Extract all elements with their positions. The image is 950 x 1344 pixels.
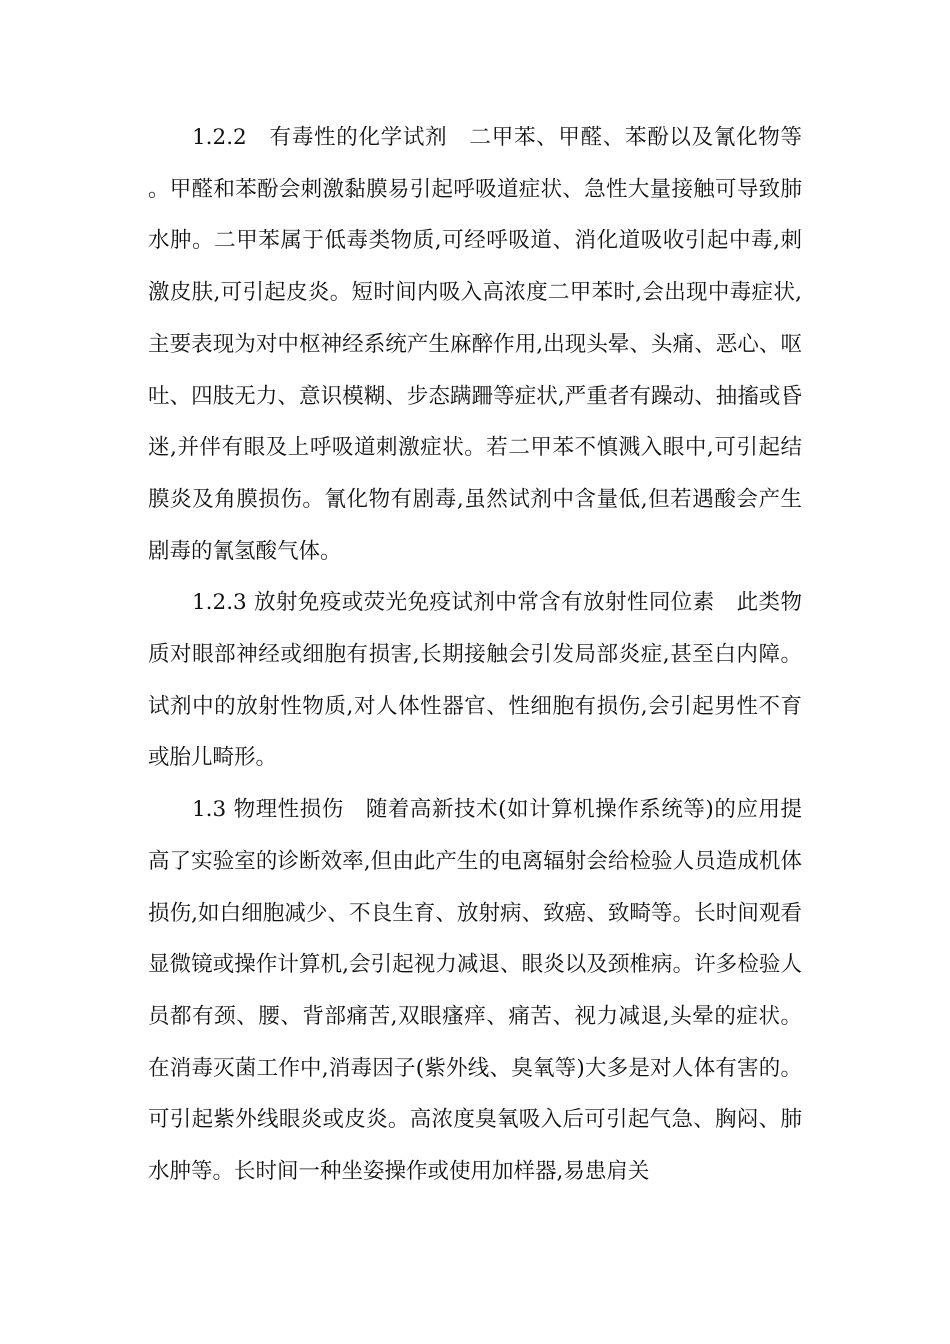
paragraph-radioactive-isotopes: 1.2.3 放射免疫或荧光免疫试剂中常含有放射性同位素 此类物质对眼部神经或细胞有损害,长期接触会引发局部炎症,甚至白内障。试剂中的放射性物质,对人体性器官、性细胞有损伤,会引起男性不育或胎儿畸形。 [148, 590, 802, 771]
document-body [148, 112, 802, 1198]
paragraph-physical-injury: 1.3 物理性损伤 随着高新技术(如计算机操作系统等)的应用提高了实验室的诊断效率,但由此产生的电离辐射会给检验人员造成机体损伤,如白细胞减少、不良生育、放射病、致癌、致畸等。长时间观看显微镜或操作计算机,会引起视力减退、眼炎以及颈椎病。许多检验人员都有颈、腰、背部痛苦,双眼瘙痒、痛苦、视力减退,头晕的症状。在消毒灭菌工作中,消毒因子(紫外线、臭氧等)大多是对人体有害的。可引起紫外线眼炎或皮炎。高浓度臭氧吸入后可引起气急、胸闷、肺水肿等。长时间一种坐姿操作或使用加样器,易患肩关 [148, 797, 802, 1185]
paragraph-toxic-chemical-reagents: 1.2.2 有毒性的化学试剂 二甲苯、甲醛、苯酚以及氰化物等。甲醛和苯酚会刺激黏膜易引起呼吸道症状、急性大量接触可导致肺水肿。二甲苯属于低毒类物质,可经呼吸道、消化道吸收引起中毒,刺激皮肤,可引起皮炎。短时间内吸入高浓度二甲苯时,会出现中毒症状,主要表现为对中枢神经系统产生麻醉作用,出现头晕、头痛、恶心、呕吐、四肢无力、意识模糊、步态蹒跚等症状,严重者有躁动、抽搐或昏迷,并伴有眼及上呼吸道刺激症状。若二甲苯不慎溅入眼中,可引起结膜炎及角膜损伤。氰化物有剧毒,虽然试剂中含量低,但若遇酸会产生剧毒的氰氢酸气体。 [148, 125, 802, 564]
